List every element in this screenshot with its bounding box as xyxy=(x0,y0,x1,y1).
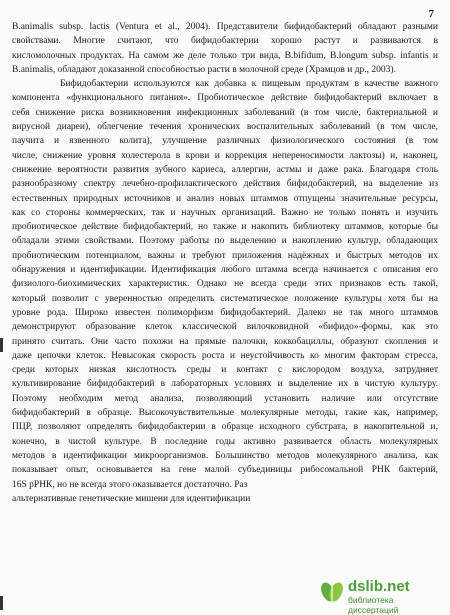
text-line: B.animalis, обладают доказанной способностью расти в молочной среде (Храмцов и др., 2003). xyxy=(12,64,396,75)
text-line: конечно, в чистой культуре. В последние годы активно развивается область молекулярных xyxy=(12,436,438,447)
text-line: принято считать. Они часто похожи на прямые палочки, коккобациллы, образуют скопления и xyxy=(12,336,438,347)
text-line: обладали этими свойствами. Поэтому работы по выделению и накоплению культур, обладающих xyxy=(12,236,438,247)
text-line: который позволит с уверенностью определить систематическое положение культуры хотя бы на xyxy=(12,293,438,304)
text-line: среди которых низкая кислотность среды и контакт с кислородом воздуха, затрудняет xyxy=(12,365,438,376)
text-line: обнаружения и идентификации. Идентификация любого штамма всегда начинается с описания его xyxy=(12,265,438,276)
text-line: демонстрируют образование клеток классической вилочковидной «бифидо»-формы, как это xyxy=(12,322,438,333)
text-line: снижение вероятности развития зубного кариеса, аллергии, астмы и даже рака. Благодаря столь xyxy=(12,164,438,175)
watermark-subtitle: библиотека диссертаций xyxy=(348,595,399,615)
text-line: вирусной диареи), облегчение течения хронических воспалительных заболеваний (в том числе, xyxy=(12,122,438,133)
dslib-logo-icon xyxy=(318,579,346,607)
left-margin-mark xyxy=(0,596,3,610)
watermark-site: dslib.net xyxy=(348,578,410,595)
text-line: B.animalis subsp. lactis (Ventura et al., 2004). Представители бифидобактерий обладают разными xyxy=(12,22,438,32)
text-line: паучита и язвенного колита), улучшение различных физиологического состояния (в том xyxy=(12,136,438,147)
text-line: Поэтому необходим метод анализа, позволяющий установить наличие или отсутствие xyxy=(12,393,438,404)
watermark-text xyxy=(348,579,444,615)
text-line: уровне рода. Широко известен полиморфизм бифидобактерий. Далеко не так много штаммов xyxy=(12,307,438,318)
text-line: компонента «функционального питания». Пробиотическое действие бифидобактерий включает в xyxy=(12,93,438,104)
text-line: себя снижение риска возникновения инфекционных заболеваний (в том числе, бактериальной и xyxy=(12,107,438,118)
text-line: показывает опыт, основывается на гене малой субъединицы рибосомальной РНК бактерий, xyxy=(12,465,438,476)
text-line: пробиотическое действие бифидобактерий, но также и накопить библиотеку штаммов, которые бы xyxy=(12,222,438,233)
text-line: даже цепочки клеток. Невысокая скорость роста и неустойчивость ко многим факторам стресса, xyxy=(12,350,438,361)
text-line: числе, снижение уровня холестерола в крови и коррекция непереносимости лактозы) и, наконец, xyxy=(12,150,438,161)
text-line: пробиотическим потенциалом, важны и требуют приложения надёжных и быстрых методов их xyxy=(12,250,438,261)
text-line: бифидобактерий в образце. Высокочувствительные молекулярные методы, такие как, например, xyxy=(12,408,438,419)
text-line: ПЦР, позволяют определять бифидобактерии в образце исходного субстрата, в накопительной и, xyxy=(12,422,438,433)
page-number: 7 xyxy=(428,8,434,20)
paragraph-2 xyxy=(12,77,438,506)
text-line: естественных природных источников и анализ новых штаммов отпущены значительные ресурсы, xyxy=(12,193,438,204)
text-line: физиолого-биохимических характеристик. Однако не всегда среди этих признаков есть такой, xyxy=(12,279,438,290)
text-line: методов в идентификации микроорганизмов. Большинство методов молекулярного анализа, как xyxy=(12,450,438,461)
paragraph-1 xyxy=(12,20,438,77)
document-body xyxy=(12,20,438,506)
text-line: Бифидобактерии используются как добавка к пищевым продуктам в качестве важного xyxy=(60,79,438,90)
dslib-watermark xyxy=(318,578,444,615)
text-line: кисломолочных продуктах. На самом же деле только три вида, B.bifidum, B.longum subsp. infantis и xyxy=(12,50,438,61)
text-line: как со стороны коммерческих, так и научных организаций. Важно не только понять и изучить xyxy=(12,207,438,218)
text-line: альтернативные генетические мишени для идентификации xyxy=(12,493,251,504)
text-line: свойствами. Многие считают, что бифидобактерии хорошо растут и развиваются в xyxy=(12,36,438,47)
text-line: разнообразному спектру лечебно-профилактического действия бифидобактерий, на выделение из xyxy=(12,179,438,190)
text-line: культивирование бифидобактерий в лабораторных условиях и выделение их в чистую культуру. xyxy=(12,379,438,390)
text-line: 16S рРНК, но не всегда этого оказывается достаточно. Раз xyxy=(12,479,248,490)
